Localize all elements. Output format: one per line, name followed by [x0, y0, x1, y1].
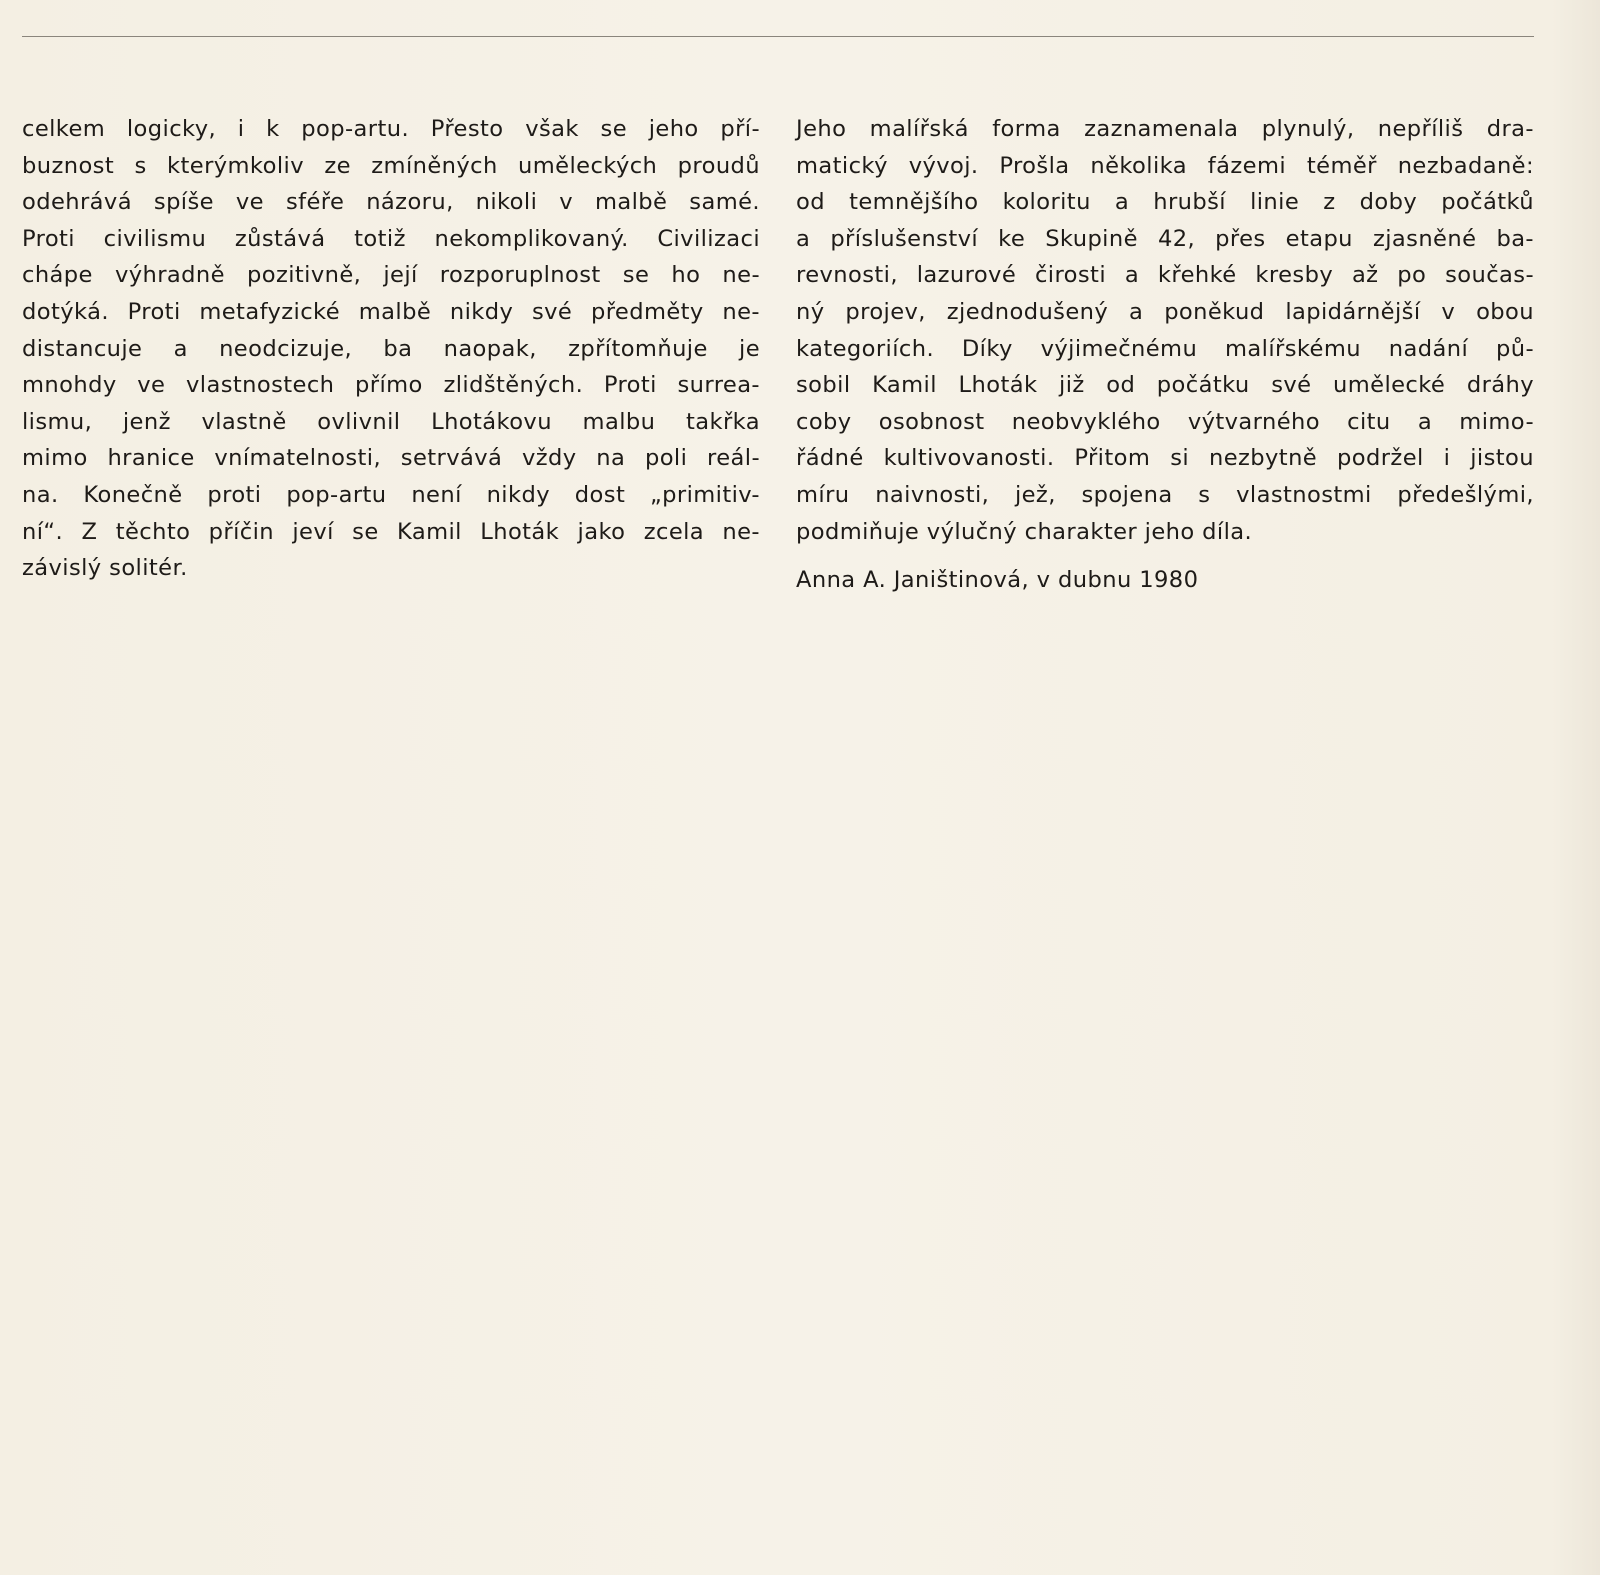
- text-line: Jeho malířská forma zaznamenala plynulý, nepříliš dra-: [796, 116, 1534, 142]
- text-line: od temnějšího koloritu a hrubší linie z doby počátků: [796, 189, 1534, 216]
- text-line: chápe výhradně pozitivně, její rozporuplnost se ho ne-: [22, 262, 760, 289]
- text-line: závislý solitér.: [22, 555, 188, 582]
- text-line: revnosti, lazurové čirosti a křehké kresby až po součas-: [796, 262, 1534, 289]
- text-line: ný projev, zjednodušený a poněkud lapidárnější v obou: [796, 298, 1534, 325]
- text-line: sobil Kamil Lhoták již od počátku své umělecké dráhy: [796, 372, 1534, 399]
- author-signature: Anna A. Janištinová, v dubnu 1980: [796, 567, 1199, 594]
- text-line: buznost s kterýmkoliv ze zmíněných uměleckých proudů: [22, 152, 760, 179]
- text-line: mimo hranice vnímatelnosti, setrvává vždy na poli reál-: [22, 445, 760, 472]
- text-line: Proti civilismu zůstává totiž nekomplikovaný. Civilizaci: [22, 225, 760, 252]
- text-line: podmiňuje výlučný charakter jeho díla.: [796, 518, 1253, 545]
- text-line: odehrává spíše ve sféře názoru, nikoli v malbě samé.: [22, 189, 760, 216]
- text-line: ní“. Z těchto příčin jeví se Kamil Lhoták jako zcela ne-: [22, 518, 760, 545]
- header-rule: [22, 36, 1534, 37]
- text-line: na. Konečně proti pop-artu není nikdy dost „primitiv-: [22, 481, 760, 508]
- text-line: celkem logicky, i k pop-artu. Přesto však se jeho pří-: [22, 116, 760, 142]
- text-line: mnohdy ve vlastnostech přímo zlidštěných. Proti surrea-: [22, 372, 760, 399]
- left-column: [22, 111, 760, 587]
- text-line: a příslušenství ke Skupině 42, přes etapu zjasněné ba-: [796, 225, 1534, 252]
- text-line: coby osobnost neobvyklého výtvarného citu a mimo-: [796, 408, 1534, 435]
- text-line: lismu, jenž vlastně ovlivnil Lhotákovu malbu takřka: [22, 408, 760, 435]
- right-column: [796, 111, 1534, 599]
- text-line: řádné kultivovanosti. Přitom si nezbytně podržel i jistou: [796, 445, 1534, 472]
- text-line: dotýká. Proti metafyzické malbě nikdy své předměty ne-: [22, 298, 760, 325]
- text-line: kategoriích. Díky výjimečnému malířskému nadání pů-: [796, 335, 1534, 362]
- text-line: matický vývoj. Prošla několika fázemi téměř nezbadaně:: [796, 152, 1534, 179]
- text-line: míru naivnosti, jež, spojena s vlastnostmi předešlými,: [796, 481, 1534, 508]
- text-line: distancuje a neodcizuje, ba naopak, zpřítomňuje je: [22, 335, 760, 362]
